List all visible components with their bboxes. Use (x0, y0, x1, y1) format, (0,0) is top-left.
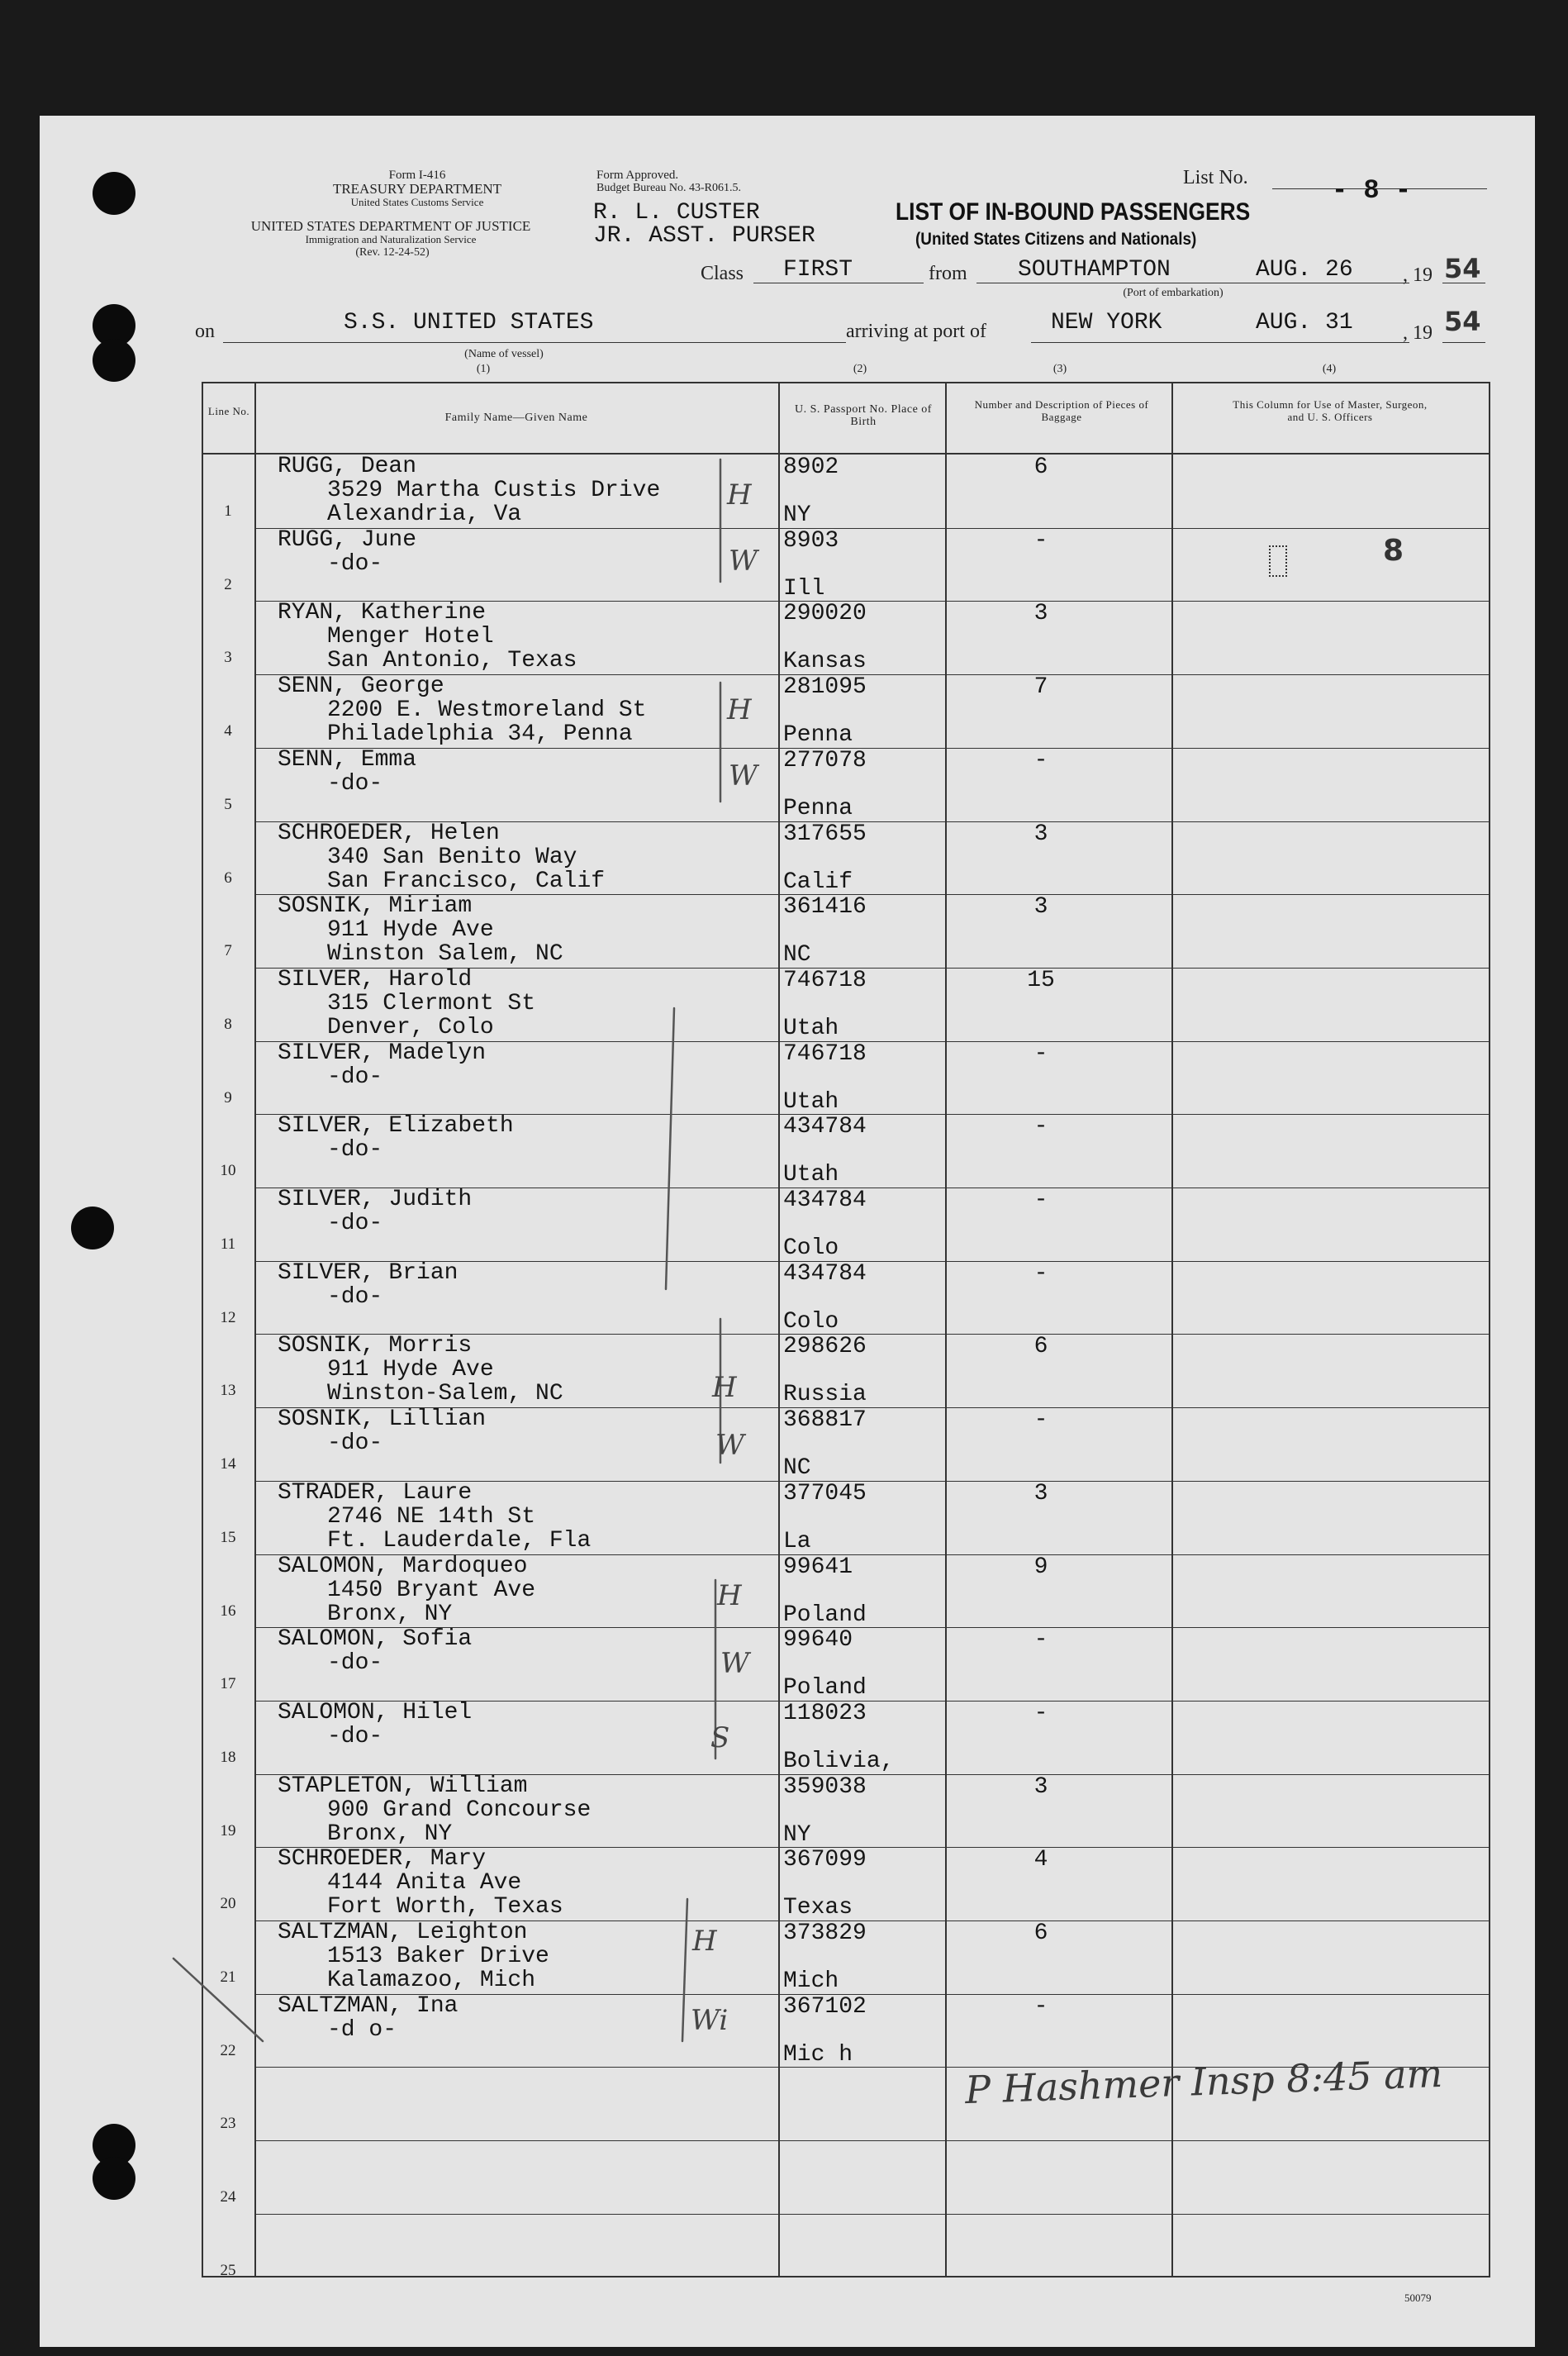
embark-caption: (Port of embarkation) (1123, 287, 1224, 299)
passenger-address-line2: Ft. Lauderdale, Fla (327, 1527, 592, 1554)
passenger-address-line2: Winston Salem, NC (327, 941, 563, 968)
place-of-birth: Kansas (783, 649, 867, 675)
passenger-address-line1: -d o- (327, 2016, 397, 2043)
departure-year: 54 (1444, 253, 1481, 284)
header-name: Family Name—Given Name (444, 412, 588, 424)
passenger-name: SILVER, Brian (278, 1259, 459, 1286)
place-of-birth: NC (783, 1455, 811, 1482)
passenger-address-line1: 2200 E. Westmoreland St (327, 697, 647, 724)
officer-mark: 8 (1383, 534, 1404, 568)
passenger-name: SALOMON, Sofia (278, 1626, 473, 1653)
line-number: 11 (220, 1235, 236, 1253)
passenger-name: SALTZMAN, Leighton (278, 1920, 528, 1945)
header-passport: U. S. Passport No. Place of Birth (795, 403, 932, 428)
passenger-address-line1: 2746 NE 14th St (327, 1503, 536, 1530)
baggage-count: 7 (1033, 674, 1048, 701)
class-label: Class (701, 263, 744, 284)
passenger-address-line1: -do- (327, 1723, 383, 1749)
baggage-count: 6 (1033, 1920, 1048, 1946)
line-number: 13 (220, 1382, 236, 1400)
passenger-address-line2: Philadelphia 34, Penna (327, 721, 633, 748)
passport-number: 373829 (783, 1920, 867, 1946)
place-of-birth: La (783, 1528, 811, 1554)
arriving-label: arriving at port of (846, 321, 986, 342)
line-number: 14 (220, 1455, 236, 1473)
passenger-name: RUGG, Dean (278, 454, 417, 479)
passenger-name: SILVER, Judith (278, 1187, 473, 1212)
purser-stamp-name: R. L. CUSTER (593, 200, 760, 226)
baggage-count: 3 (1033, 1480, 1048, 1506)
passenger-address-line2: San Francisco, Calif (327, 868, 606, 894)
passenger-address-line2: San Antonio, Texas (327, 648, 577, 674)
line-number: 21 (220, 1968, 236, 1986)
passenger-address-line1: -do- (327, 770, 383, 797)
baggage-count: - (1033, 747, 1048, 773)
col-number-4: (4) (1322, 363, 1337, 375)
line-number: 12 (220, 1308, 236, 1326)
passport-number: 367099 (783, 1847, 867, 1873)
form-subtitle: (United States Citizens and Nationals) (915, 230, 1197, 249)
passenger-address-line1: 1513 Baker Drive (327, 1944, 549, 1969)
passenger-name: SOSNIK, Miriam (278, 893, 473, 920)
baggage-count: 3 (1033, 894, 1048, 921)
handwritten-h: H (712, 1371, 737, 1404)
passenger-name: SILVER, Harold (278, 966, 473, 992)
header-line-no: Line No. (207, 405, 250, 417)
handwritten-h: H (727, 693, 752, 726)
baggage-count: - (1033, 1993, 1048, 2020)
passenger-name: SCHROEDER, Mary (278, 1846, 487, 1873)
col-number-2: (2) (853, 363, 867, 375)
check-mark (173, 1959, 263, 2041)
justice-dept: UNITED STATES DEPARTMENT OF JUSTICE (250, 218, 531, 234)
place-of-birth: Penna (783, 795, 853, 821)
passenger-name: SALOMON, Hilel (278, 1699, 473, 1725)
passport-number: 368817 (783, 1407, 867, 1434)
line-number: 8 (224, 1015, 232, 1033)
place-of-birth: Russia (783, 1382, 867, 1408)
list-no-label: List No. (1183, 167, 1248, 188)
line-number: 16 (220, 1602, 236, 1620)
passenger-name: SOSNIK, Morris (278, 1333, 473, 1359)
passport-number: 377045 (783, 1480, 867, 1506)
passenger-name: SENN, George (278, 673, 444, 700)
passenger-name: SENN, Emma (278, 746, 417, 773)
handwritten-s: S (710, 1721, 730, 1754)
place-of-birth: Utah (783, 1162, 839, 1188)
list-no-value: - 8 - (1332, 175, 1412, 206)
treasury-dept: TREASURY DEPARTMENT (332, 181, 502, 197)
baggage-count: - (1033, 1407, 1048, 1434)
year-prefix: , 19 (1403, 322, 1433, 344)
port-embarkation: SOUTHAMPTON (1018, 257, 1171, 283)
passenger-address-line1: Menger Hotel (327, 624, 494, 650)
passenger-address-line1: -do- (327, 1283, 383, 1310)
passenger-name: RYAN, Katherine (278, 600, 487, 626)
col-number-3: (3) (1052, 363, 1067, 375)
passenger-name: SALTZMAN, Ina (278, 1992, 459, 2019)
vessel-name: S.S. UNITED STATES (344, 310, 594, 336)
place-of-birth: NY (783, 1821, 811, 1848)
passenger-address-line1: 340 San Benito Way (327, 844, 577, 870)
handwritten-h: H (717, 1579, 742, 1612)
bracket-mark (682, 1899, 687, 2041)
passenger-name: STRADER, Laure (278, 1479, 473, 1506)
from-label: from (929, 263, 967, 284)
passenger-name: SILVER, Elizabeth (278, 1113, 514, 1140)
baggage-count: 6 (1033, 1334, 1048, 1360)
handwritten-h: H (727, 478, 752, 512)
passport-number: 298626 (783, 1334, 867, 1360)
handwritten-w: W (729, 545, 758, 578)
passport-number: 359038 (783, 1773, 867, 1800)
passport-number: 434784 (783, 1114, 867, 1140)
passenger-name: RUGG, June (278, 526, 417, 553)
passenger-name: SOSNIK, Lillian (278, 1406, 487, 1433)
place-of-birth: Mich (783, 1968, 839, 1994)
place-of-birth: NY (783, 502, 811, 528)
place-of-birth: Calif (783, 869, 853, 895)
passenger-address-line2: Alexandria, Va (327, 502, 522, 527)
baggage-count: 9 (1033, 1554, 1048, 1580)
passport-number: 118023 (783, 1700, 867, 1726)
passenger-address-line1: 1450 Bryant Ave (327, 1577, 536, 1603)
passport-number: 746718 (783, 967, 867, 993)
passenger-address-line2: Kalamazoo, Mich (327, 1968, 536, 1993)
place-of-birth: Ill (783, 575, 825, 602)
passenger-address-line1: 911 Hyde Ave (327, 917, 494, 944)
passenger-address-line1: 3529 Martha Custis Drive (327, 478, 661, 503)
passport-number: 8903 (783, 527, 839, 554)
handwritten-h: H (692, 1925, 717, 1958)
line-number: 17 (220, 1675, 236, 1693)
passenger-address-line1: 315 Clermont St (327, 990, 536, 1016)
line-number: 15 (220, 1528, 236, 1546)
line-number: 5 (224, 795, 232, 813)
place-of-birth: NC (783, 942, 811, 969)
passenger-address-line2: Winston-Salem, NC (327, 1381, 563, 1407)
form-revision: (Rev. 12-24-52) (355, 246, 430, 259)
passport-number: 8902 (783, 455, 839, 480)
departure-date: AUG. 26 (1256, 257, 1353, 283)
place-of-birth: Utah (783, 1088, 839, 1115)
on-label: on (195, 321, 215, 342)
bracket-mark (666, 1008, 674, 1289)
passport-number: 434784 (783, 1188, 867, 1213)
footer-code: 50079 (1404, 2292, 1432, 2304)
passenger-address-line1: 4144 Anita Ave (327, 1870, 522, 1897)
passenger-name: SALOMON, Mardoqueo (278, 1553, 528, 1579)
baggage-count: 3 (1033, 1773, 1048, 1800)
arrival-year: 54 (1444, 306, 1481, 337)
form-title: LIST OF IN-BOUND PASSENGERS (896, 198, 1251, 226)
place-of-birth: Bolivia, (783, 1748, 895, 1774)
passport-number: 367102 (783, 1993, 867, 2020)
customs-service: United States Customs Service (350, 196, 484, 208)
passport-number: 317655 (783, 821, 867, 847)
place-of-birth: Colo (783, 1308, 839, 1335)
line-number: 6 (224, 869, 232, 887)
passenger-name: SCHROEDER, Helen (278, 820, 500, 846)
baggage-count: - (1033, 1114, 1048, 1140)
budget-bureau: Budget Bureau No. 43-R061.5. (596, 182, 741, 194)
baggage-count: 15 (1027, 967, 1055, 993)
handwritten-w: Wi (691, 2004, 729, 2037)
year-prefix: , 19 (1403, 264, 1433, 286)
passenger-address-line1: -do- (327, 550, 383, 577)
baggage-count: - (1033, 1188, 1048, 1213)
form-approved: Form Approved. (596, 169, 679, 182)
line-number: 23 (220, 2115, 236, 2133)
baggage-count: - (1033, 1627, 1048, 1654)
place-of-birth: Mic h (783, 2041, 853, 2068)
passport-number: 99640 (783, 1627, 853, 1654)
passenger-address-line1: -do- (327, 1064, 383, 1090)
line-number: 20 (220, 1895, 236, 1913)
line-number: 3 (224, 649, 232, 667)
place-of-birth: Poland (783, 1675, 867, 1702)
place-of-birth: Poland (783, 1602, 867, 1628)
baggage-count: - (1033, 1040, 1048, 1067)
passenger-address-line1: 900 Grand Concourse (327, 1797, 592, 1823)
passenger-address-line2: Denver, Colo (327, 1014, 494, 1040)
line-number: 10 (220, 1162, 236, 1180)
line-number: 18 (220, 1748, 236, 1766)
passenger-address-line1: -do- (327, 1211, 383, 1236)
line-number: 7 (224, 942, 232, 960)
header-officers: This Column for Use of Master, Surgeon, and U. S. Officers (1233, 398, 1428, 423)
class-value: FIRST (783, 257, 853, 283)
line-number: 2 (224, 575, 232, 593)
passport-number: 277078 (783, 747, 867, 773)
vessel-caption: (Name of vessel) (464, 348, 544, 360)
passport-number: 281095 (783, 674, 867, 701)
arrival-date: AUG. 31 (1256, 310, 1353, 336)
line-number: 1 (224, 502, 232, 520)
header-baggage: Number and Description of Pieces of Baggage (974, 398, 1149, 423)
inspector-signature: P Hashmer Insp 8:45 am (964, 2050, 1444, 2113)
passenger-address-line1: -do- (327, 1650, 383, 1677)
port-arrival: NEW YORK (1051, 310, 1162, 336)
line-number: 19 (220, 1821, 236, 1840)
col-number-1: (1) (476, 363, 491, 375)
line-number: 9 (224, 1088, 232, 1107)
form-number: Form I-416 (388, 169, 446, 182)
passenger-name: STAPLETON, William (278, 1773, 528, 1799)
line-number: 25 (220, 2261, 236, 2279)
baggage-count: - (1033, 1260, 1048, 1287)
baggage-count: - (1033, 1700, 1048, 1726)
baggage-count: 3 (1033, 601, 1048, 627)
passport-number: 746718 (783, 1040, 867, 1067)
place-of-birth: Utah (783, 1015, 839, 1041)
passenger-address-line2: Bronx, NY (327, 1601, 453, 1627)
passenger-address-line1: -do- (327, 1137, 383, 1164)
passenger-address-line2: Fort Worth, Texas (327, 1894, 563, 1920)
passport-number: 434784 (783, 1260, 867, 1287)
passenger-name: SILVER, Madelyn (278, 1040, 487, 1066)
line-number: 24 (220, 2188, 236, 2206)
handwritten-w: W (729, 759, 758, 792)
line-number: 4 (224, 722, 232, 740)
handwritten-w: W (715, 1429, 744, 1462)
place-of-birth: Texas (783, 1895, 853, 1921)
passport-number: 99641 (783, 1554, 853, 1580)
purser-stamp-title: JR. ASST. PURSER (593, 223, 815, 249)
place-of-birth: Penna (783, 722, 853, 749)
passport-number: 361416 (783, 894, 867, 921)
passenger-address-line1: 911 Hyde Ave (327, 1357, 494, 1383)
ins-service: Immigration and Naturalization Service (305, 233, 477, 245)
line-number: 22 (220, 2041, 236, 2059)
handwritten-w: W (720, 1647, 749, 1680)
passenger-address-line2: Bronx, NY (327, 1821, 453, 1847)
passport-number: 290020 (783, 601, 867, 627)
baggage-count: 3 (1033, 821, 1048, 847)
baggage-count: - (1033, 527, 1048, 554)
place-of-birth: Colo (783, 1235, 839, 1261)
passenger-address-line1: -do- (327, 1430, 383, 1457)
baggage-count: 6 (1033, 455, 1048, 480)
baggage-count: 4 (1033, 1847, 1048, 1873)
